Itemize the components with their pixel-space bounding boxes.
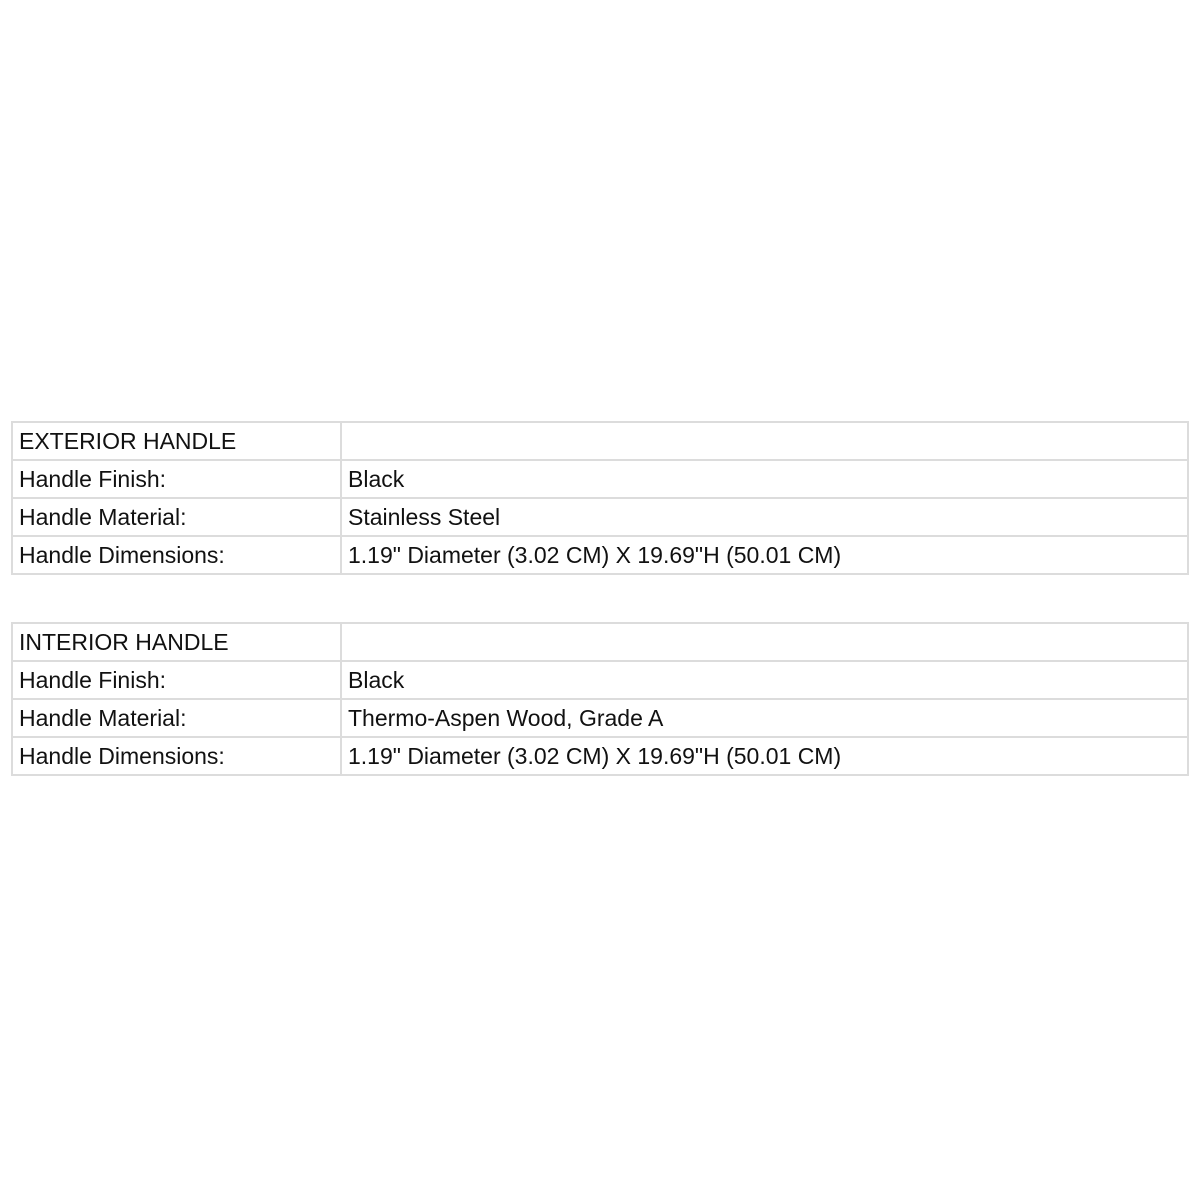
spec-label-dimensions: Handle Dimensions: <box>12 737 341 775</box>
spec-label-dimensions: Handle Dimensions: <box>12 536 341 574</box>
table-row <box>12 737 1188 775</box>
table-row <box>12 661 1188 699</box>
section-heading: INTERIOR HANDLE <box>12 623 341 661</box>
spec-value-finish: Black <box>341 661 1188 699</box>
spec-value-finish: Black <box>341 460 1188 498</box>
table-row <box>12 699 1188 737</box>
table-row <box>12 536 1188 574</box>
table-row <box>12 460 1188 498</box>
spec-value-dimensions: 1.19" Diameter (3.02 CM) X 19.69"H (50.01 CM) <box>341 737 1188 775</box>
table-heading-row <box>12 422 1188 460</box>
exterior-handle-spec-table <box>11 421 1189 575</box>
spec-label-material: Handle Material: <box>12 699 341 737</box>
section-heading-value <box>341 422 1188 460</box>
table-heading-row <box>12 623 1188 661</box>
spec-value-dimensions: 1.19" Diameter (3.02 CM) X 19.69"H (50.01 CM) <box>341 536 1188 574</box>
section-heading-value <box>341 623 1188 661</box>
spec-label-finish: Handle Finish: <box>12 661 341 699</box>
spec-value-material: Stainless Steel <box>341 498 1188 536</box>
interior-handle-spec-table <box>11 622 1189 776</box>
table-row <box>12 498 1188 536</box>
spec-label-material: Handle Material: <box>12 498 341 536</box>
section-heading: EXTERIOR HANDLE <box>12 422 341 460</box>
spec-value-material: Thermo-Aspen Wood, Grade A <box>341 699 1188 737</box>
spec-label-finish: Handle Finish: <box>12 460 341 498</box>
